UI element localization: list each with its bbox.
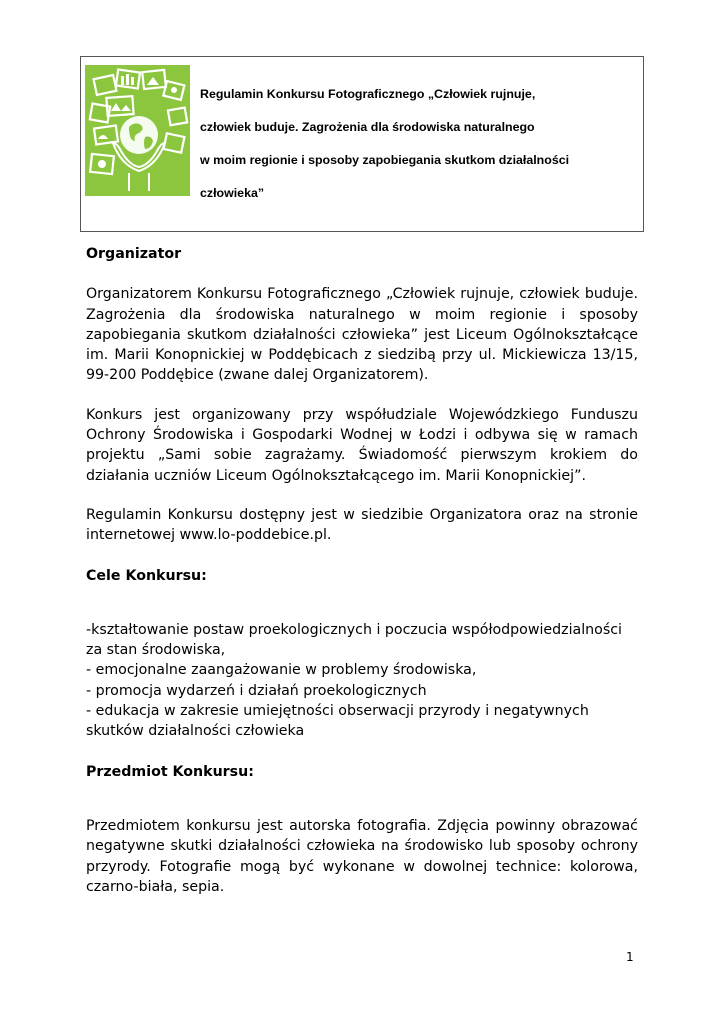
page-number: 1 bbox=[626, 950, 634, 964]
section-heading-goals: Cele Konkursu: bbox=[86, 567, 207, 584]
section-heading-subject: Przedmiot Konkursu: bbox=[86, 763, 254, 780]
document-body bbox=[86, 244, 638, 897]
title-line: w moim regionie i sposoby zapobiegania skutkom działalności bbox=[200, 153, 570, 167]
list-item: - promocja wydarzeń i działań proekologicznych bbox=[86, 682, 427, 699]
organizer-paragraph: Organizatorem Konkursu Fotograficznego „Człowiek rujnuje, człowiek buduje. Zagrożenia dla środowiska naturalnego w moim regionie i sposoby zapobiegania skutkom działalności człowieka” jest Liceum Ogólnokształcące im. Marii Konopnickiej w Poddębicach z siedzibą przy ul. Mickiewicza 13/15, 99-200 Poddębice (zwane dalej Organizatorem). bbox=[86, 286, 638, 384]
section-heading-organizer: Organizator bbox=[86, 246, 182, 262]
title-line: Regulamin Konkursu Fotograficznego „Człowiek rujnuje, bbox=[200, 87, 536, 101]
subject-paragraph: Przedmiotem konkursu jest autorska fotografia. Zdjęcia powinny obrazować negatywne skutki działalności człowieka na środowisko lub sposoby ochrony przyrody. Fotografie mogą być wykonane w dowolnej technice: kolorowa, czarno-biała, sepia. bbox=[86, 817, 638, 895]
contest-logo bbox=[85, 65, 190, 196]
cofunding-paragraph: Konkurs jest organizowany przy współudziale Wojewódzkiego Funduszu Ochrony Środowiska i Gospodarki Wodnej w Łodzi i odbywa się w ramach projektu „Sami sobie zagrażamy. Świadomość pierwszym krokiem do działania uczniów Liceum Ogólnokształcącego im. Marii Konopnickiej”. bbox=[86, 406, 638, 484]
rules-availability-paragraph: Regulamin Konkursu dostępny jest w siedzibie Organizatora oraz na stronie internetowej www.lo-poddebice.pl. bbox=[86, 506, 638, 544]
goals-list bbox=[86, 620, 638, 742]
document-title bbox=[200, 85, 630, 217]
title-line: człowiek buduje. Zagrożenia dla środowiska naturalnego bbox=[200, 120, 535, 134]
eco-photo-collage-icon bbox=[85, 65, 190, 196]
list-item: -kształtowanie postaw proekologicznych i poczucia współodpowiedzialności za stan środowiska, bbox=[86, 621, 622, 659]
title-line: człowieka” bbox=[200, 186, 265, 200]
list-item: - edukacja w zakresie umiejętności obserwacji przyrody i negatywnych skutków działalności człowieka bbox=[86, 703, 589, 740]
list-item: - emocjonalne zaangażowanie w problemy środowiska, bbox=[86, 662, 477, 679]
